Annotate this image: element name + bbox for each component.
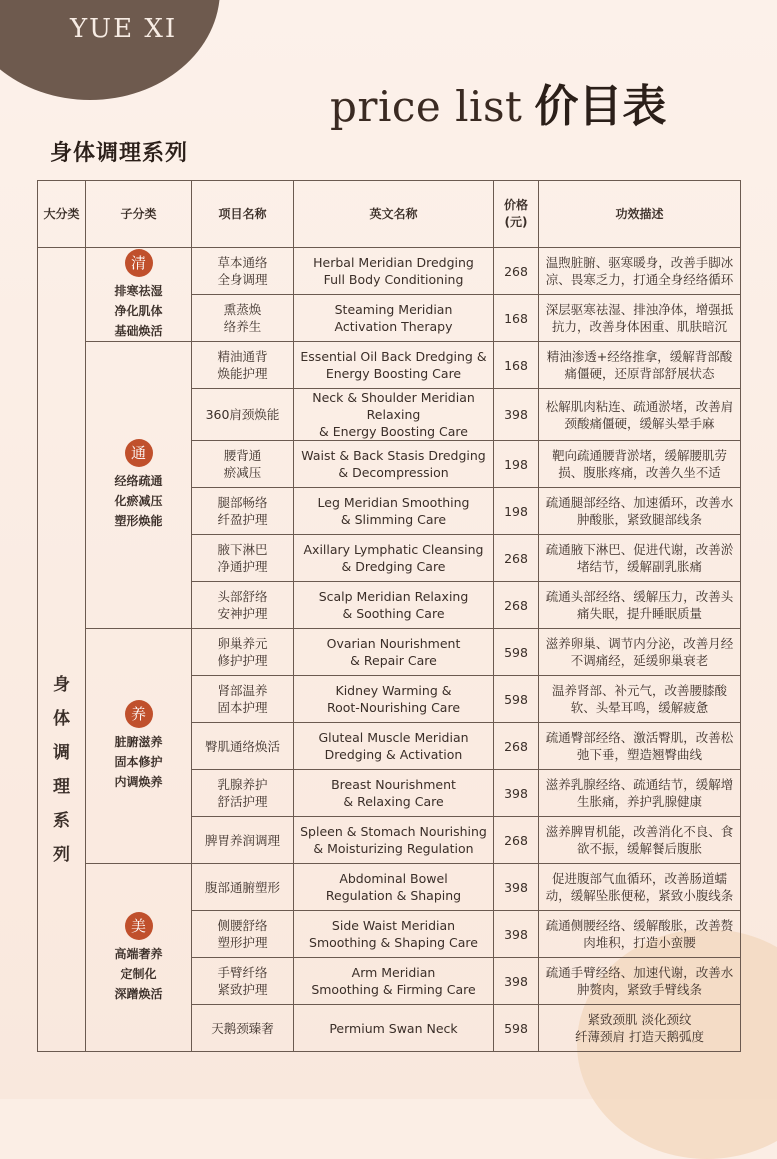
page-title xyxy=(330,70,666,134)
item-name: 头部舒络 安神护理 xyxy=(192,582,294,629)
item-description: 精油渗透+经络推拿，缓解背部酸痛僵硬，还原背部舒展状态 xyxy=(539,342,741,389)
section-title: 身体调理系列 xyxy=(50,141,189,166)
sub-category-label: 排寒祛湿 净化肌体 基础焕活 xyxy=(114,283,163,338)
title-en: price list xyxy=(330,82,523,131)
price-table xyxy=(37,180,741,1052)
item-price: 398 xyxy=(494,770,539,817)
item-english-name: Axillary Lymphatic Cleansing & Dredging Care xyxy=(294,535,494,582)
item-price: 268 xyxy=(494,723,539,770)
item-description: 松解肌肉粘连、疏通淤堵，改善肩颈酸痛僵硬，缓解头晕手麻 xyxy=(539,389,741,441)
item-name: 腿部畅络 纤盈护理 xyxy=(192,488,294,535)
item-english-name: Arm Meridian Smoothing & Firming Care xyxy=(294,958,494,1005)
item-price: 398 xyxy=(494,864,539,911)
item-name: 腹部通腑塑形 xyxy=(192,864,294,911)
item-price: 168 xyxy=(494,342,539,389)
item-description: 疏通侧腰经络、缓解酸胀，改善赘肉堆积，打造小蛮腰 xyxy=(539,911,741,958)
item-description: 深层驱寒祛湿、排浊净体，增强抵抗力，改善身体困重、肌肤暗沉 xyxy=(539,295,741,342)
item-name: 腋下淋巴 净通护理 xyxy=(192,535,294,582)
table-header-row xyxy=(38,181,741,248)
item-description: 疏通头部经络、缓解压力，改善头痛失眠，提升睡眠质量 xyxy=(539,582,741,629)
item-price: 198 xyxy=(494,488,539,535)
item-price: 398 xyxy=(494,958,539,1005)
sub-category-label: 经络疏通 化瘀减压 塑形焕能 xyxy=(114,474,163,528)
sub-category-badge: 通 xyxy=(125,439,153,467)
main-category-cell xyxy=(38,248,86,1052)
item-price: 398 xyxy=(494,911,539,958)
item-description: 紧致颈肌 淡化颈纹 纤薄颈肩 打造天鹅弧度 xyxy=(539,1005,741,1052)
item-english-name: Kidney Warming & Root-Nourishing Care xyxy=(294,676,494,723)
header-price: 价格 (元) xyxy=(494,181,539,248)
item-description: 促进腹部气血循环，改善肠道蠕动，缓解坠胀便秘，紧致小腹线条 xyxy=(539,864,741,911)
table-row xyxy=(38,342,741,389)
item-name: 精油通背 焕能护理 xyxy=(192,342,294,389)
item-description: 温煦脏腑、驱寒暖身，改善手脚冰凉、畏寒乏力，打通全身经络循环 xyxy=(539,248,741,295)
item-description: 疏通腿部经络、加速循环，改善水肿酸胀，紧致腿部线条 xyxy=(539,488,741,535)
item-english-name: Leg Meridian Smoothing & Slimming Care xyxy=(294,488,494,535)
item-description: 靶向疏通腰背淤堵，缓解腰肌劳损、腹胀疼痛，改善久坐不适 xyxy=(539,441,741,488)
item-english-name: Breast Nourishment & Relaxing Care xyxy=(294,770,494,817)
header-main-category: 大分类 xyxy=(38,181,86,248)
item-english-name: Essential Oil Back Dredging & Energy Boosting Care xyxy=(294,342,494,389)
item-english-name: Permium Swan Neck xyxy=(294,1005,494,1052)
main-category-char: 体 xyxy=(53,708,70,729)
item-english-name: Herbal Meridian Dredging Full Body Conditioning xyxy=(294,248,494,295)
item-english-name: Neck & Shoulder Meridian Relaxing & Energy Boosting Care xyxy=(294,389,494,441)
main-category-char: 调 xyxy=(53,742,70,763)
item-description: 疏通腋下淋巴、促进代谢，改善淤堵结节，缓解副乳胀痛 xyxy=(539,535,741,582)
item-name: 侧腰舒络 塑形护理 xyxy=(192,911,294,958)
sub-category-cell xyxy=(86,629,192,864)
item-price: 598 xyxy=(494,629,539,676)
item-name: 脾胃养润调理 xyxy=(192,817,294,864)
item-name: 肾部温养 固本护理 xyxy=(192,676,294,723)
item-english-name: Spleen & Stomach Nourishing & Moisturizing Regulation xyxy=(294,817,494,864)
header-item-name: 项目名称 xyxy=(192,181,294,248)
table-row xyxy=(38,864,741,911)
sub-category-cell xyxy=(86,342,192,629)
main-category-char: 系 xyxy=(53,810,70,831)
sub-category-badge: 美 xyxy=(125,912,153,940)
sub-category-badge: 清 xyxy=(125,249,153,277)
item-description: 滋养乳腺经络、疏通结节，缓解增生胀痛，养护乳腺健康 xyxy=(539,770,741,817)
item-description: 滋养卵巢、调节内分泌，改善月经不调痛经，延缓卵巢衰老 xyxy=(539,629,741,676)
sub-category-badge: 养 xyxy=(125,700,153,728)
item-price: 268 xyxy=(494,535,539,582)
header-description: 功效描述 xyxy=(539,181,741,248)
table-row xyxy=(38,248,741,295)
item-name: 手臂纤络 紧致护理 xyxy=(192,958,294,1005)
item-name: 天鹅颈臻奢 xyxy=(192,1005,294,1052)
item-description: 滋养脾胃机能，改善消化不良、食欲不振，缓解餐后腹胀 xyxy=(539,817,741,864)
sub-category-cell xyxy=(86,864,192,1052)
item-name: 臀肌通络焕活 xyxy=(192,723,294,770)
item-price: 268 xyxy=(494,248,539,295)
main-category-char: 身 xyxy=(53,674,70,695)
item-price: 598 xyxy=(494,676,539,723)
item-price: 268 xyxy=(494,582,539,629)
item-description: 温养肾部、补元气，改善腰膝酸软、头晕耳鸣，缓解疲惫 xyxy=(539,676,741,723)
header-sub-category: 子分类 xyxy=(86,181,192,248)
sub-category-label: 高端奢养 定制化 深蹭焕活 xyxy=(114,946,163,1001)
item-name: 乳腺养护 舒活护理 xyxy=(192,770,294,817)
item-price: 598 xyxy=(494,1005,539,1052)
item-description: 疏通手臂经络、加速代谢，改善水肿赘肉，紧致手臂线条 xyxy=(539,958,741,1005)
title-zh: 价目表 xyxy=(534,81,667,132)
item-english-name: Abdominal Bowel Regulation & Shaping xyxy=(294,864,494,911)
item-english-name: Side Waist Meridian Smoothing & Shaping Care xyxy=(294,911,494,958)
item-price: 268 xyxy=(494,817,539,864)
item-name: 卵巢养元 修护护理 xyxy=(192,629,294,676)
item-english-name: Waist & Back Stasis Dredging & Decompression xyxy=(294,441,494,488)
item-name: 腰背通 瘀减压 xyxy=(192,441,294,488)
table-body xyxy=(38,248,741,1052)
header-english-name: 英文名称 xyxy=(294,181,494,248)
main-category-char: 列 xyxy=(53,844,70,865)
item-english-name: Steaming Meridian Activation Therapy xyxy=(294,295,494,342)
brand-logo: YUE XI xyxy=(70,14,178,44)
table-row xyxy=(38,629,741,676)
item-english-name: Scalp Meridian Relaxing & Soothing Care xyxy=(294,582,494,629)
item-name: 草本通络 全身调理 xyxy=(192,248,294,295)
sub-category-label: 脏腑滋养 固本修护 内调焕养 xyxy=(114,735,163,789)
item-english-name: Ovarian Nourishment & Repair Care xyxy=(294,629,494,676)
main-category-char: 理 xyxy=(53,776,70,797)
item-name: 熏蒸焕 络养生 xyxy=(192,295,294,342)
item-english-name: Gluteal Muscle Meridian Dredging & Activation xyxy=(294,723,494,770)
item-name: 360肩颈焕能 xyxy=(192,389,294,441)
item-price: 198 xyxy=(494,441,539,488)
item-description: 疏通臀部经络、激活臀肌，改善松弛下垂，塑造翘臀曲线 xyxy=(539,723,741,770)
item-price: 398 xyxy=(494,389,539,441)
item-price: 168 xyxy=(494,295,539,342)
sub-category-cell xyxy=(86,248,192,342)
